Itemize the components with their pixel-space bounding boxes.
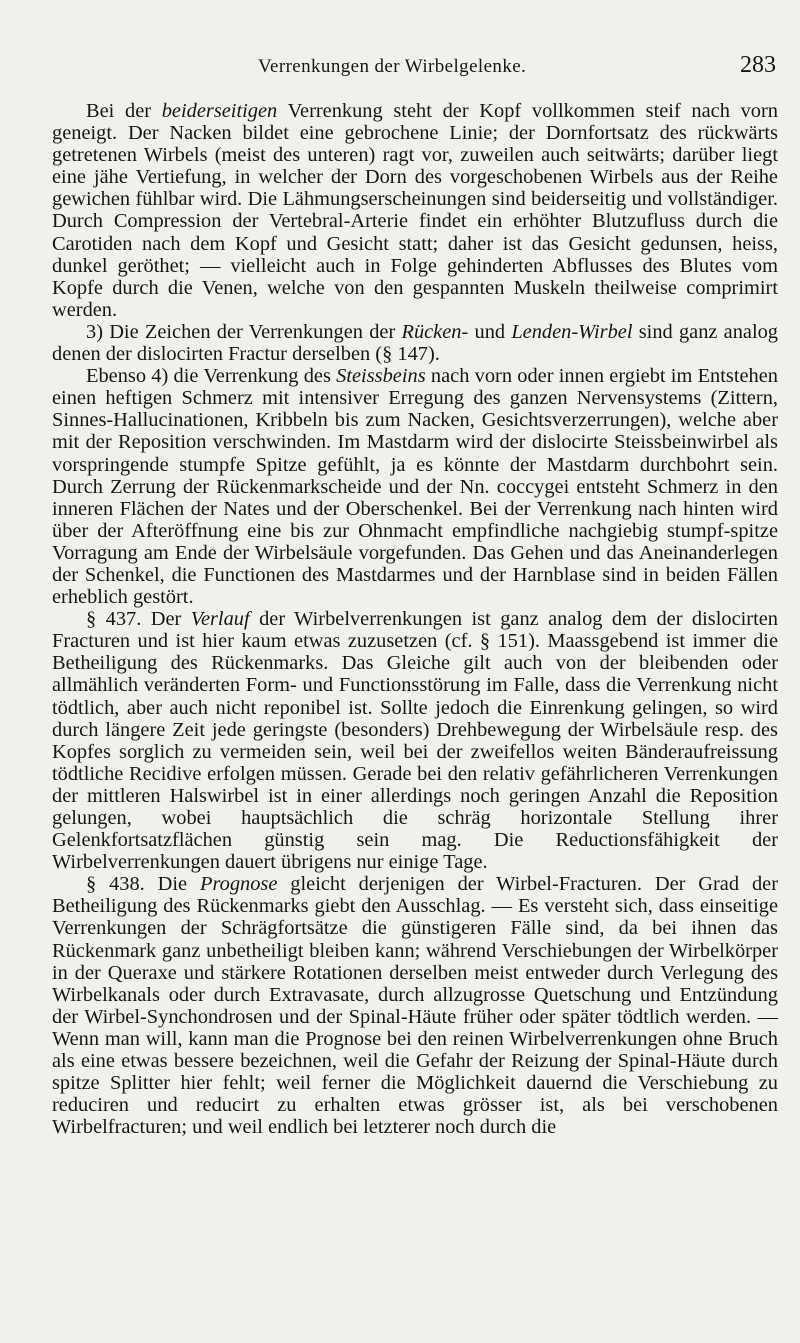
emphasis-ruecken: Rücken- — [401, 320, 469, 343]
paragraph-beiderseitige-verrenkung: Bei der beiderseitigen Verrenkung steht der Kopf vollkommen steif nach vorn geneigt. Der Nacken bildet eine gebrochene Linie; der Dornfortsatz des rückwärts getretenen Wirbels (meist des unteren) ragt vor, zuweilen auch seitwärts; darüber liegt eine jähe Vertiefung, in welcher der Dorn des vorgeschobenen Wirbels aus der Reihe gewichen fühlbar wird. Die Lähmungserscheinungen sind beiderseitig und vollständiger. Durch Compression der Vertebral-Arterie findet ein erhöhter Blutzufluss durch die Carotiden nach dem Kopf und Gesicht statt; daher ist das Gesicht gedunsen, heiss, dunkel geröthet; — vielleicht auch in Folge gehinderten Abflusses des Blutes vom Kopfe durch die Venen, welche von den gespannten Muskeln theilweise comprimirt werden. — [52, 100, 778, 321]
running-head: Verrenkungen der Wirbelgelenke. — [258, 56, 527, 77]
paragraph-steissbein: Ebenso 4) die Verrenkung des Steissbeins nach vorn oder innen ergiebt im Entstehen einen heftigen Schmerz mit intensiver Erregung des ganzen Nervensystems (Zittern, Sinnes-Hallucinationen, Kribbeln bis zum Nacken, Gesichtsverzerrungen), welche aber mit der Reposition verschwinden. Im Mastdarm wird der dislocirte Steissbeinwirbel als vorspringende stumpfe Spitze gefühlt, ja es könnte der Mastdarm durchbohrt sein. Durch Zerrung der Rückenmarkscheide und der Nn. coccygei entsteht Schmerz in den inneren Flächen der Nates und der Oberschenkel. Bei der Verrenkung nach hinten wird über der Afteröffnung eine bis zur Ohnmacht empfindliche nachgiebig stumpf-spitze Vorragung am Ende der Wirbelsäule vorgefunden. Das Gehen und das Aneinanderlegen der Schenkel, die Functionen des Mastdarmes und der Harnblase sind in beiden Fällen erheblich gestört. — [52, 365, 778, 609]
paragraph-section-437-verlauf: § 437. Der Verlauf der Wirbelverrenkungen ist ganz analog dem der dislocirten Fracturen und ist hier kaum etwas zuzusetzen (cf. § 151). Maassgebend ist immer die Betheiligung des Rückenmarks. Das Gleiche gilt auch von der bleibenden oder allmählich veränderten Form- und Functionsstörung im Falle, dass die Verrenkung nicht tödtlich, aber auch nicht reponibel ist. Sollte jedoch die Einrenkung gelingen, so wird durch längere Zeit jede geringste (besonders) Drehbewegung der Wirbelsäule resp. des Kopfes sorglich zu vermeiden sein, weil bei der zweifellos weiten Bänderaufreissung tödtliche Recidive erfolgen müssen. Gerade bei den relativ gefährlicheren Verrenkungen der mittleren Halswirbel ist in einer allerdings noch geringen Anzahl die Reposition gelungen, wobei hauptsächlich die schräg horizontale Stellung ihrer Gelenkfortsatzflächen günstig sein mag. Die Reductionsfähigkeit der Wirbelverrenkungen dauert übrigens nur einige Tage. — [52, 608, 778, 874]
page-number: 283 — [740, 52, 776, 78]
emphasis-verlauf: Verlauf — [190, 608, 250, 631]
page-header — [52, 50, 778, 100]
emphasis-lenden-wirbel: Lenden-Wirbel — [511, 320, 633, 343]
emphasis-prognose: Prognose — [199, 873, 278, 896]
paragraph-ruecken-lenden-wirbel: 3) Die Zeichen der Verrenkungen der Rücken- und Lenden-Wirbel sind ganz analog denen der dislocirten Fractur derselben (§ 147). — [52, 320, 779, 366]
emphasis-steissbeins: Steissbeins — [336, 365, 426, 388]
body-text — [52, 100, 778, 1138]
paragraph-section-438-prognose: § 438. Die Prognose gleicht derjenigen der Wirbel-Fracturen. Der Grad der Betheiligung des Rückenmarks giebt den Ausschlag. — Es versteht sich, dass einseitige Verrenkungen der Schrägfortsätze die günstigeren Fälle sind, da bei ihnen das Rückenmark ganz unbetheiligt bleiben kann; während Verschiebungen der Wirbelkörper in der Queraxe und stärkere Rotationen derselben meist entweder durch Verlegung des Wirbelkanals oder durch Extravasate, durch allzugrosse Quetschung und Entzündung der Wirbel-Synchondrosen und der Spinal-Häute früher oder später tödtlich werden. — Wenn man will, kann man die Prognose bei den reinen Wirbelverrenkungen ohne Bruch als eine etwas bessere bezeichnen, weil die Gefahr der Reizung der Spinal-Häute durch spitze Splitter hier fehlt; weil ferner die Möglichkeit dauernd die Verschiebung zu reduciren und reducirt zu erhalten etwas grösser ist, als bei verschobenen Wirbelfracturen; und weil endlich bei letzterer noch durch die — [52, 873, 778, 1139]
emphasis-beiderseitigen: beiderseitigen — [161, 100, 278, 122]
